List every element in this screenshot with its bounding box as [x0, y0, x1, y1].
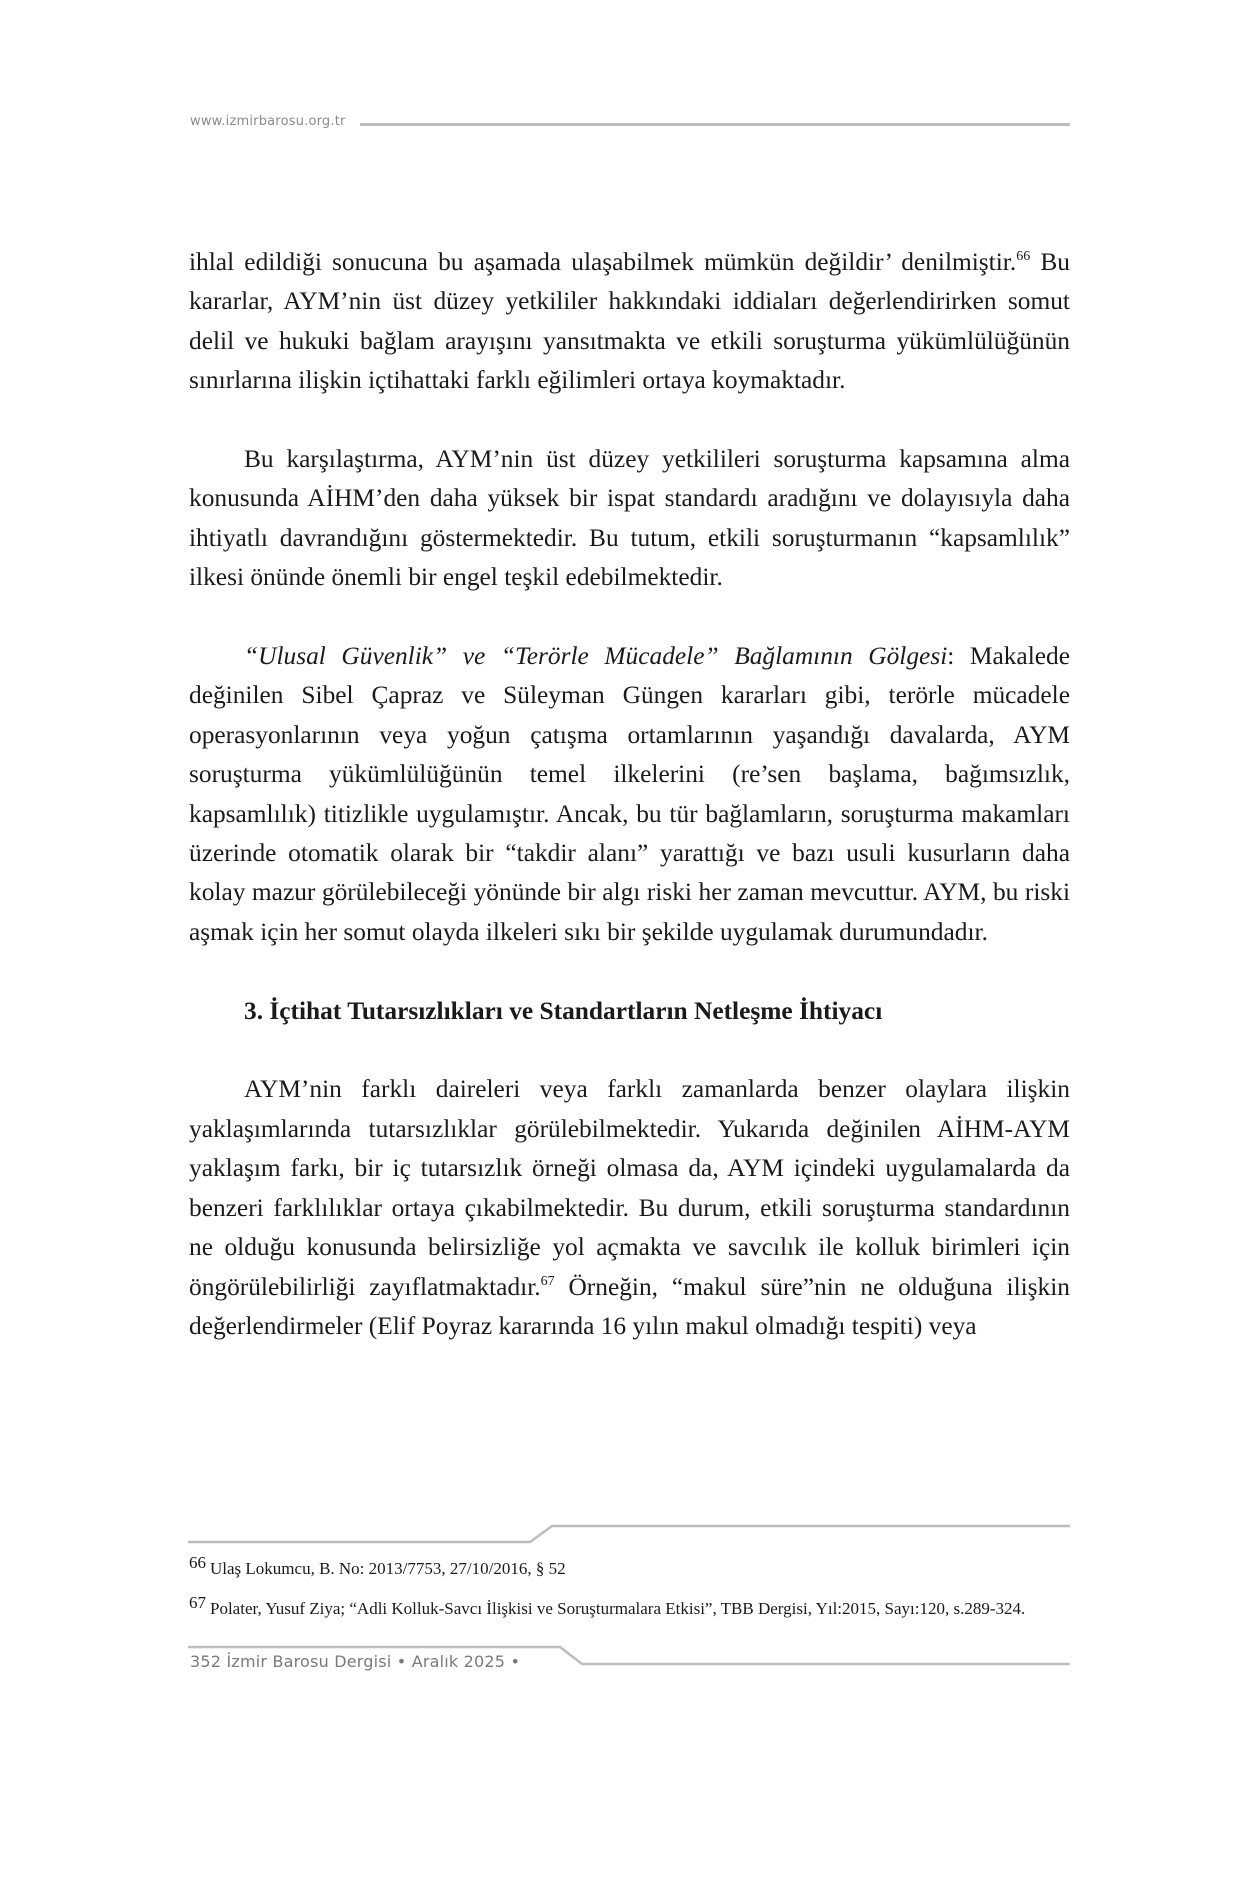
paragraph-2: Bu karşılaştırma, AYM’nin üst düzey yetkilileri soruşturma kapsamına alma konusunda AİHM’den daha yüksek bir ispat standardı aradığını ve dolayısıyla daha ihtiyatlı davrandığını göstermektedir. Bu tutum, etkili soruşturmanın “kapsamlılık” ilkesi önünde önemli bir engel teşkil edebilmektedir. [189, 445, 1070, 592]
footnote-66 [189, 1550, 1070, 1582]
section-heading: 3. İçtihat Tutarsızlıkları ve Standartların Netleşme İhtiyacı [244, 996, 883, 1025]
paragraph-1 [189, 243, 1070, 401]
footnote-ref-67[interactable]: 67 [540, 1273, 555, 1289]
footnote-text: Polater, Yusuf Ziya; “Adli Kolluk-Savcı İlişkisi ve Soruşturmalara Etkisi”, TBB Dergisi, Yıl:2015, Sayı:120, s.289-324. [210, 1599, 1026, 1618]
footnote-number: 66 [189, 1553, 206, 1572]
footnote-67 [189, 1590, 1070, 1622]
paragraph-3 [189, 637, 1070, 952]
issue-date: Aralık 2025 [411, 1652, 506, 1671]
page-number: 352 [190, 1652, 222, 1671]
footnote-ref-66[interactable]: 66 [1016, 249, 1031, 264]
paragraph-4-text-b: Örneğin, “makul süre”nin ne olduğuna ilişkin değerlendirmeler (Elif Poyraz kararında 16 yılın makul olmadığı tespiti) veya [189, 1272, 1070, 1340]
journal-name: İzmir Barosu Dergisi [226, 1652, 392, 1671]
paragraph-1-text-b: Bu kararlar, AYM’nin üst düzey yetkililer hakkındaki iddiaları değerlendirirken somut delil ve hukuki bağlam arayışını yansıtmakta ve etkili soruşturma yükümlülüğünün sınırlarına ilişkin içtihattaki farklı eğilimleri ortaya koymaktadır. [189, 248, 1071, 395]
footnotes [189, 1550, 1070, 1622]
footnote-number: 67 [189, 1593, 206, 1612]
footnote-separator-rule [188, 1526, 1070, 1542]
paragraph-4 [189, 1070, 1070, 1346]
footnote-text: Ulaş Lokumcu, B. No: 2013/7753, 27/10/2016, § 52 [210, 1559, 566, 1578]
header-rule [360, 123, 1070, 126]
paragraph-3-italic-lead: “Ulusal Güvenlik” ve “Terörle Mücadele” Bağlamının Gölgesi [244, 642, 948, 671]
body-text [189, 243, 1070, 1346]
bullet-separator: • [510, 1652, 521, 1671]
page-footer [190, 1651, 520, 1673]
paragraph-1-text-a: ihlal edildiği sonucuna bu aşamada ulaşabilmek mümkün değildir’ denilmiştir. [189, 248, 1017, 276]
header-url: www.izmirbarosu.org.tr [190, 113, 349, 131]
paragraph-3-text: : Makalede değinilen Sibel Çapraz ve Süleyman Güngen kararları gibi, terörle mücadele operasyonlarının veya yoğun çatışma ortamlarının yaşandığı davalarda, AYM soruşturma yükümlülüğünün temel ilkelerini (re’sen başlama, bağımsızlık, kapsamlılık) titizlikle uygulamıştır. Ancak, bu tür bağlamların, soruşturma makamları üzerinde otomatik olarak bir “takdir alanı” yarattığı ve bazı usuli kusurların daha kolay mazur görülebileceği yönünde bir algı riski her zaman mevcuttur. AYM, bu riski aşmak için her somut olayda ilkeleri sıkı bir şekilde uygulamak durumundadır. [189, 642, 1070, 946]
bullet-separator: • [396, 1652, 407, 1671]
paragraph-4-text-a: AYM’nin farklı daireleri veya farklı zamanlarda benzer olaylara ilişkin yaklaşımlarında tutarsızlıklar görülebilmektedir. Yukarıda değinilen AİHM-AYM yaklaşım farkı, bir iç tutarsızlık örneği olmasa da, AYM içindeki uygulamalarda da benzeri farklılıklar ortaya çıkabilmektedir. Bu durum, etkili soruşturma standardının ne olduğu konusunda belirsizliğe yol açmakta ve savcılık ile kolluk birimleri için öngörülebilirliği zayıflatmaktadır. [189, 1075, 1070, 1301]
